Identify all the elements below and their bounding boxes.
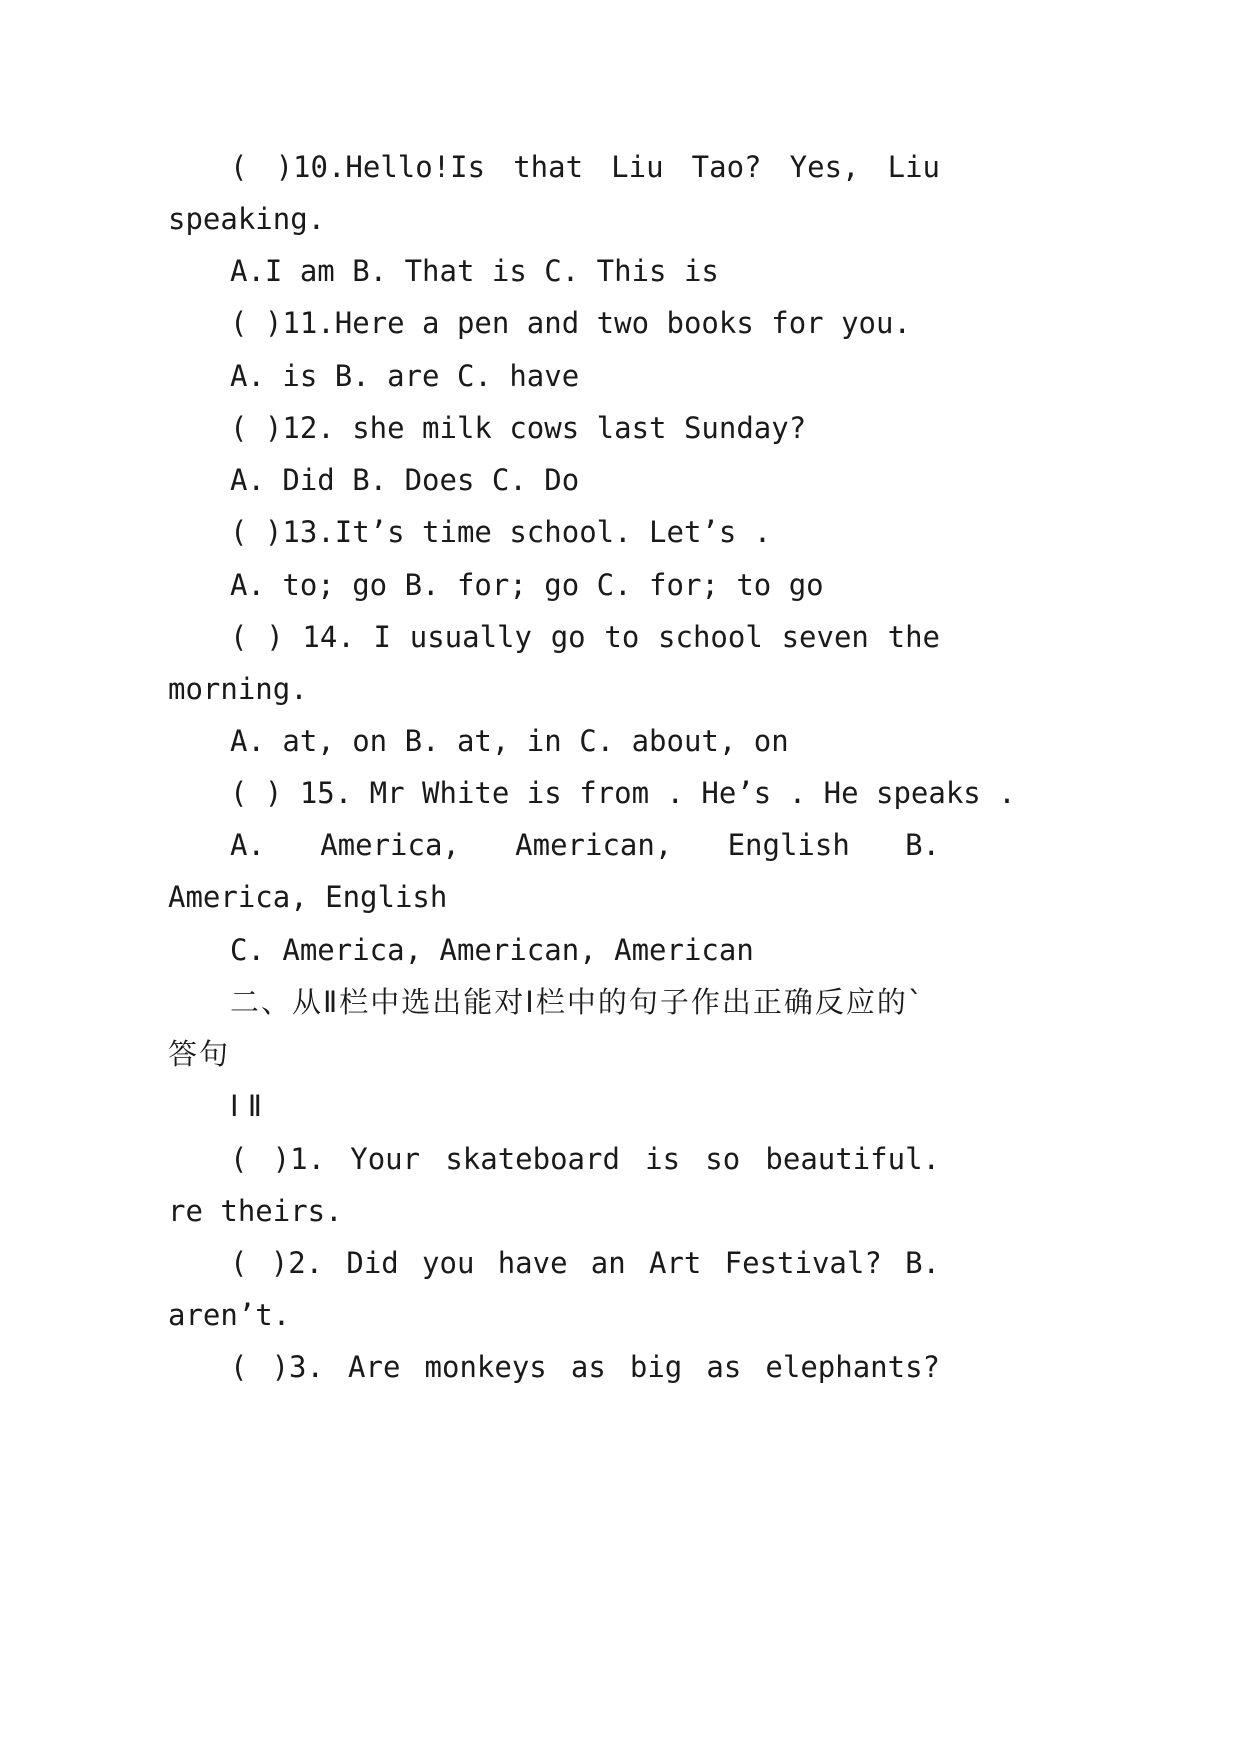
question-13-options: A. to; go B. for; go C. for; to go [230, 568, 824, 602]
section-2-heading: 二、从Ⅱ栏中选出能对Ⅰ栏中的句子作出正确反应的` [230, 985, 925, 1019]
question-14-continuation: morning. [168, 672, 308, 706]
question-12-options: A. Did B. Does C. Do [230, 463, 580, 497]
section-2-heading-continuation: 答句 [168, 1037, 231, 1071]
question-15-option-c: C. America, American, American [230, 933, 754, 967]
question-14-options: A. at, on B. at, in C. about, on [230, 724, 789, 758]
match-item-1: ( )1. Your skateboard is so beautiful. [230, 1142, 940, 1176]
question-14: ( ) 14. I usually go to school seven the [230, 620, 940, 654]
question-15-options: A. America, American, English B. [230, 828, 940, 862]
question-11: ( )11.Here a pen and two books for you. [230, 306, 911, 340]
question-11-options: A. is B. are C. have [230, 359, 580, 393]
match-item-2-continuation: aren’t. [168, 1298, 291, 1332]
column-headers: Ⅰ Ⅱ [230, 1089, 263, 1123]
match-item-1-continuation: re theirs. [168, 1194, 343, 1228]
question-10-continuation: speaking. [168, 202, 326, 236]
question-15-options-continuation: America, English [168, 880, 448, 914]
question-15: ( ) 15. Mr White is from . He’s . He speaks . [230, 776, 1016, 810]
match-item-3: ( )3. Are monkeys as big as elephants? [230, 1350, 940, 1384]
question-10-options: A.I am B. That is C. This is [230, 254, 719, 288]
match-item-2: ( )2. Did you have an Art Festival? B. [230, 1246, 940, 1280]
question-13: ( )13.It’s time school. Let’s . [230, 515, 772, 549]
question-10: ( )10.Hello!Is that Liu Tao? Yes, Liu [230, 150, 940, 184]
question-12: ( )12. she milk cows last Sunday? [230, 411, 807, 445]
